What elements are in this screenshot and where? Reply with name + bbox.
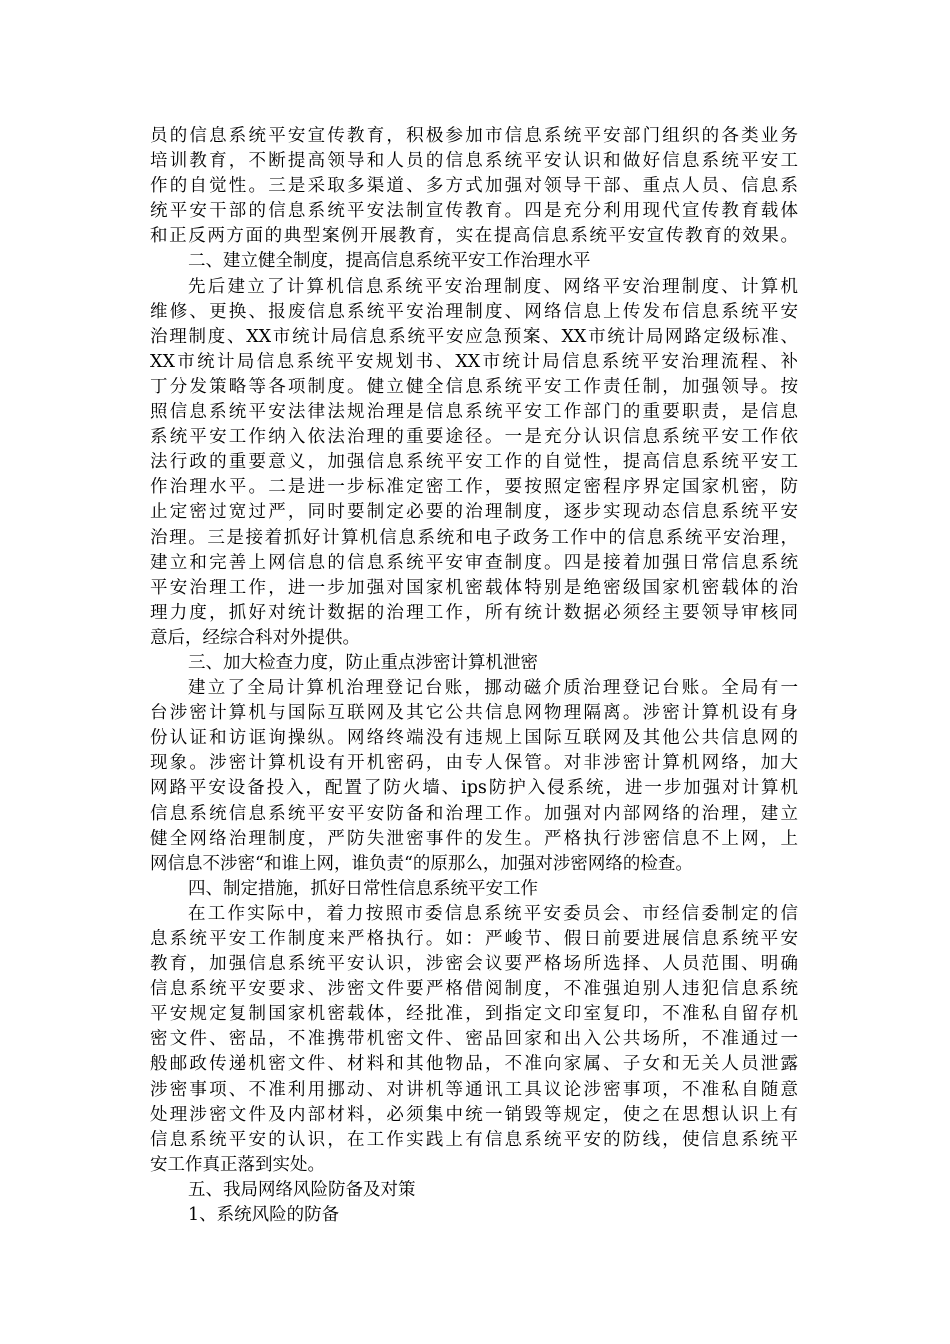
text-line: 健全网络治理制度，严防失泄密事件的发生。严格执行涉密信息不上网，上 — [150, 828, 798, 849]
text-line: 丁分发策略等各项制度。健立健全信息系统平安工作责任制，加强领导。按 — [150, 376, 798, 397]
text-line: 在工作实际中，着力按照市委信息系统平安委员会、市经信委制定的信 — [188, 903, 798, 924]
text-line: 统平安干部的信息系统平安法制宣传教育。四是充分利用现代宣传教育载体 — [150, 201, 798, 222]
text-line: 息系统平安工作制度来严格执行。如：严峻节、假日前要进展信息系统平安 — [150, 929, 798, 949]
text-line: 台涉密计算机与国际互联网及其它公共信息网物理隔离。涉密计算机设有身 — [150, 703, 798, 724]
text-line: 涉密事项、不准利用挪动、对讲机等通讯工具议论涉密事项，不准私自随意 — [150, 1079, 798, 1100]
text-line: 安工作真正落到实处。 — [150, 1154, 325, 1175]
text-line: 四、制定措施，抓好日常性信息系统平安工作 — [188, 878, 538, 899]
text-line: 密文件、密品，不准携带机密文件、密品回家和出入公共场所，不准通过一 — [150, 1029, 798, 1050]
document-body — [150, 124, 798, 1228]
text-line: 法行政的重要意义，加强信息系统平安工作的自觉性，提高信息系统平安工 — [150, 452, 798, 473]
text-line: 治理制度、XX市统计局信息系统平安应急预案、XX市统计局网路定级标准、 — [150, 326, 798, 347]
text-line: 和正反两方面的典型案例开展教育，实在提高信息系统平安宣传教育的效果。 — [150, 226, 798, 247]
text-line: 信息系统平安的认识，在工作实践上有信息系统平安的防线，使信息系统平 — [150, 1129, 798, 1150]
text-line: 三、加大检查力度，防止重点涉密计算机泄密 — [188, 652, 538, 673]
text-line: 网信息不涉密“和谁上网，谁负责“的原那么，加强对涉密网络的检查。 — [150, 853, 693, 874]
text-line: 治理。三是接着抓好计算机信息系统和电子政务工作中的信息系统平安治理， — [150, 527, 798, 548]
text-line: 网路平安设备投入，配置了防火墙、ips防护入侵系统，进一步加强对计算机 — [150, 778, 798, 799]
text-line: 员的信息系统平安宣传教育，积极参加市信息系统平安部门组织的各类业务 — [150, 126, 798, 146]
text-line: 平安治理工作，进一步加强对国家机密载体特别是绝密级国家机密载体的治 — [150, 577, 798, 598]
text-line: 作治理水平。二是进一步标准定密工作，要按照定密程序界定国家机密，防 — [150, 477, 798, 498]
text-line: 系统平安工作纳入依法治理的重要途径。一是充分认识信息系统平安工作依 — [150, 427, 798, 448]
text-line: 先后建立了计算机信息系统平安治理制度、网络平安治理制度、计算机 — [188, 276, 798, 297]
text-line: 教育，加强信息系统平安认识，涉密会议要严格场所选择、人员范围、明确 — [150, 954, 798, 975]
text-line: 理力度，抓好对统计数据的治理工作，所有统计数据必须经主要领导审核同 — [150, 602, 798, 623]
text-line: 平安规定复制国家机密载体，经批准，到指定文印室复印，不准私自留存机 — [150, 1004, 798, 1025]
text-line: XX市统计局信息系统平安规划书、XX市统计局信息系统平安治理流程、补 — [150, 351, 798, 372]
text-line: 建立了全局计算机治理登记台账，挪动磁介质治理登记台账。全局有一 — [188, 678, 798, 699]
text-line: 处理涉密文件及内部材料，必须集中统一销毁等规定，使之在思想认识上有 — [150, 1104, 798, 1125]
text-line: 照信息系统平安法律法规治理是信息系统平安工作部门的重要职责，是信息 — [150, 402, 798, 423]
text-line: 五、我局网络风险防备及对策 — [188, 1179, 416, 1200]
text-line: 作的自觉性。三是采取多渠道、多方式加强对领导干部、重点人员、信息系 — [150, 176, 798, 197]
text-line: 维修、更换、报废信息系统平安治理制度、网络信息上传发布信息系统平安 — [150, 301, 798, 322]
text-line: 止定密过宽过严，同时要制定必要的治理制度，逐步实现动态信息系统平安 — [150, 502, 798, 523]
text-line: 般邮政传递机密文件、材料和其他物品，不准向家属、子女和无关人员泄露 — [150, 1054, 798, 1075]
text-line: 二、建立健全制度，提高信息系统平安工作治理水平 — [188, 251, 591, 272]
text-line: 意后，经综合科对外提供。 — [150, 627, 360, 648]
text-line: 培训教育，不断提高领导和人员的信息系统平安认识和做好信息系统平安工 — [150, 151, 798, 172]
text-line: 现象。涉密计算机设有开机密码，由专人保管。对非涉密计算机网络，加大 — [150, 753, 798, 774]
text-line: 建立和完善上网信息的信息系统平安审查制度。四是接着加强日常信息系统 — [150, 552, 798, 573]
text-line: 信息系统信息系统平安平安防备和治理工作。加强对内部网络的治理，建立 — [150, 803, 798, 824]
text-line: 份认证和访诓询操纵。网络终端没有违规上国际互联网及其他公共信息网的 — [150, 728, 798, 749]
text-line: 1、系统风险的防备 — [188, 1205, 340, 1226]
text-line: 信息系统平安要求、涉密文件要严格借阅制度，不准强迫别人违犯信息系统 — [150, 979, 798, 1000]
